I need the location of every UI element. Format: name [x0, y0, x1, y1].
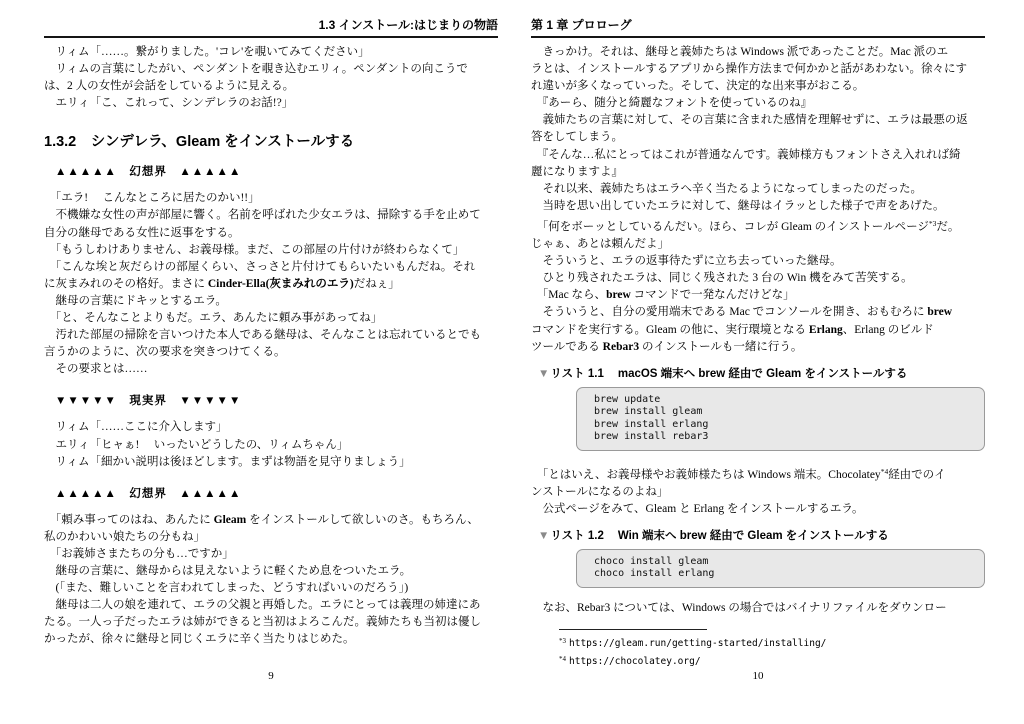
footnote — [559, 634, 985, 652]
text-line: 『そんな…私にとってはこれが普通なんです。義姉様方もフォントさえ入れれば綺 — [531, 148, 961, 161]
code-line: choco install gleam — [594, 555, 709, 567]
paragraph — [44, 190, 498, 378]
code-line: brew install rebar3 — [594, 431, 709, 443]
listing-marker-icon: ▼ — [538, 529, 550, 542]
text-line: に灰まみれのその格好。まさに Cinder-Ella(灰まみれのエラ)だねぇ」 — [44, 277, 400, 290]
text-line: じゃぁ、あとは頼んだよ」 — [531, 238, 669, 251]
text-line: れ違いが多くなっていった。そして、決定的な出来事がおこる。 — [531, 80, 865, 93]
page-body — [531, 44, 985, 669]
footnote-rule — [559, 629, 707, 630]
page-body — [44, 44, 498, 648]
listing-caption — [538, 365, 985, 381]
text-line: そういうと、自分の愛用端末である Mac でコンソールを開き、おもむろに brew — [531, 306, 953, 319]
listing-title: Win 端末へ brew 経由で Gleam をインストールする — [617, 529, 889, 542]
text-line: その要求とは…… — [44, 363, 148, 376]
page-number: 9 — [268, 670, 274, 682]
text-line: 「エラ! こんなところに居たのかい!!」 — [44, 192, 260, 205]
page-number: 10 — [752, 670, 764, 682]
text-line: は、2 人の女性が会話をしているように見える。 — [44, 80, 295, 93]
text-line: それ以来、義姉たちはエラへ辛く当たるようになってしまったのだった。 — [531, 182, 922, 195]
text-line: たる。一人っ子だったエラは姉ができると当初はよろこんだ。義姉たちも当初は優し — [44, 616, 481, 629]
footnotes — [531, 629, 985, 669]
emphasized-term: Cinder-Ella(灰まみれのエラ) — [207, 277, 354, 290]
text-line: 汚れた部屋の掃除を言いつけた本人である継母は、そんなことは忘れているとでも — [44, 329, 481, 342]
scene-separator: ▲▲▲▲▲ 幻想界 ▲▲▲▲▲ — [55, 166, 242, 179]
listing-marker-icon: ▼ — [538, 367, 550, 380]
text-line: 自分の継母である女性に返事をする。 — [44, 226, 240, 239]
listing-caption — [538, 527, 985, 543]
footnote-mark: *4 — [559, 654, 566, 663]
text-line: 「こんな埃と灰だらけの部屋くらい、さっさと片付けてもらいたいもんだね。それ — [44, 260, 476, 273]
text-line: ンストールになるのよね」 — [531, 485, 669, 498]
text-line: きっかけ。それは、継母と義姉たちは Windows 派であったことだ。Mac 派のエ — [531, 46, 949, 58]
text-line: ひとり残されたエラは、同じく残された 3 台の Win 機をみて苦笑する。 — [531, 272, 913, 285]
text-line: 「頼み事ってのはね、あんたに Gleam をインストールして欲しいのさ。もちろん、 — [44, 513, 479, 526]
footnote-url: https://chocolatey.org/ — [569, 655, 701, 667]
footnote-ref: *3 — [928, 218, 937, 228]
paragraph — [531, 44, 985, 356]
emphasized-term: Erlang — [808, 323, 843, 336]
footnote-url: https://gleam.run/getting-started/installing/ — [569, 638, 827, 650]
book-page-right — [531, 0, 985, 724]
text-line: リィム「細かい説明は後ほどします。まずは物語を見守りましょう」 — [44, 455, 411, 468]
scene-separator: ▲▲▲▲▲ 幻想界 ▲▲▲▲▲ — [55, 487, 242, 500]
emphasized-term: Gleam — [213, 513, 247, 526]
book-page-left — [44, 0, 498, 724]
text-line: (「また、難しいことを言われてしまった、どうすればいいのだろう」) — [44, 582, 409, 595]
running-header: 第 1 章 プロローグ — [531, 16, 985, 38]
text-line: 公式ページをみて、Gleam と Erlang をインストールするエラ。 — [531, 502, 864, 515]
code-line: brew update — [594, 393, 661, 405]
paragraph — [531, 463, 985, 518]
scene-separator: ▼▼▼▼▼ 現実界 ▼▼▼▼▼ — [55, 395, 242, 408]
footnote-ref: *4 — [880, 466, 889, 476]
running-header: 1.3 インストール:はじまりの物語 — [44, 16, 498, 38]
text-line: コマンドを実行する。Gleam の他に、実行環境となる Erlang、Erlang のビルド — [531, 323, 934, 336]
text-line: かったが、徐々に継母と同じくエラに辛く当たりはじめた。 — [44, 633, 355, 646]
text-line: 「と、そんなことよりもだ。エラ、あんたに頼み事があってね」 — [44, 312, 383, 325]
text-line: リィム「……。繋がりました。'コレ'を覗いてみてください」 — [44, 46, 370, 58]
code-line: brew install erlang — [594, 418, 709, 430]
paragraph — [531, 600, 985, 617]
text-line: 言うかのように、次の要求を突きつけてくる。 — [44, 346, 286, 359]
text-line: 「何をボーッとしているんだい。ほら、コレが Gleam のインストールページ$^{*3}$だ。 — [531, 218, 960, 233]
text-line: エリィ「こ、これって、シンデレラのお話!?」 — [44, 97, 294, 110]
paragraph — [44, 419, 498, 470]
paragraph — [44, 512, 498, 649]
text-line: 不機嫌な女性の声が部屋に響く。名前を呼ばれた少女エラは、掃除する手を止めて — [44, 209, 481, 222]
text-line: なお、Rebar3 については、Windows の場合ではバイナリファイルをダウンロー — [531, 601, 947, 614]
footnote-mark: *3 — [559, 637, 566, 646]
emphasized-term: Rebar3 — [602, 340, 640, 353]
listing-label: リスト 1.1 — [550, 367, 604, 380]
text-line: 「お義姉さまたちの分も…ですか」 — [44, 547, 234, 560]
text-line: 継母は二人の娘を連れて、エラの父親と再婚した。エラにとっては義理の姉達にあ — [44, 599, 481, 612]
listing-title: macOS 端末へ brew 経由で Gleam をインストールする — [617, 367, 908, 380]
text-line: 答をしてしまう。 — [531, 131, 623, 144]
paragraph — [44, 44, 498, 112]
text-line: 「とはいえ、お義母様やお義姉様たちは Windows 端末。Chocolatey$^{*4}$経由でのイ — [531, 466, 946, 481]
text-line: リィム「……ここに介入します」 — [44, 421, 228, 434]
listing-label: リスト 1.2 — [550, 529, 604, 542]
text-line: 「Mac なら、brew コマンドで一発なんだけどな」 — [531, 289, 795, 302]
emphasized-term: brew — [606, 289, 631, 302]
text-line: 「もうしわけありません、お義母様。まだ、この部屋の片付けが終わらなくて」 — [44, 243, 465, 256]
text-line: ツールである Rebar3 のインストールも一緒に行う。 — [531, 340, 803, 353]
text-line: 継母の言葉に、継母からは見えないように軽くため息をついたエラ。 — [44, 564, 412, 577]
text-line: 私のかわいい娘たちの分もね」 — [44, 530, 205, 543]
text-line: 『あーら、随分と綺麗なフォントを使っているのね』 — [531, 97, 813, 110]
text-line: そういうと、エラの返事待たずに立ち去っていった継母。 — [531, 255, 842, 268]
text-line: ラとは、インストールするアプリから操作方法まで何かかと話があわない。徐々にす — [531, 63, 967, 76]
emphasized-term: brew — [927, 306, 953, 319]
code-block — [576, 549, 985, 588]
code-block — [576, 387, 985, 451]
text-line: 義姉たちの言葉に対して、その言葉に含まれた感情を理解せずに、エラは最悪の返 — [531, 114, 968, 127]
text-line: エリィ「ヒャぁ! いったいどうしたの、リィムちゃん」 — [44, 438, 349, 451]
text-line: 当時を思い出していたエラに対して、継母はイラッとした様子で声をあげた。 — [531, 199, 945, 212]
code-line: brew install gleam — [594, 406, 703, 418]
footnote — [559, 652, 985, 670]
code-line: choco install erlang — [594, 568, 715, 580]
text-line: 継母の言葉にドキッとするエラ。 — [44, 294, 227, 307]
text-line: リィムの言葉にしたがい、ペンダントを覗き込むエリィ。ペンダントの向こうで — [44, 63, 468, 76]
text-line: 麗になりますよ』 — [531, 165, 623, 178]
section-heading: 1.3.2 シンデレラ、Gleam をインストールする — [44, 134, 355, 151]
